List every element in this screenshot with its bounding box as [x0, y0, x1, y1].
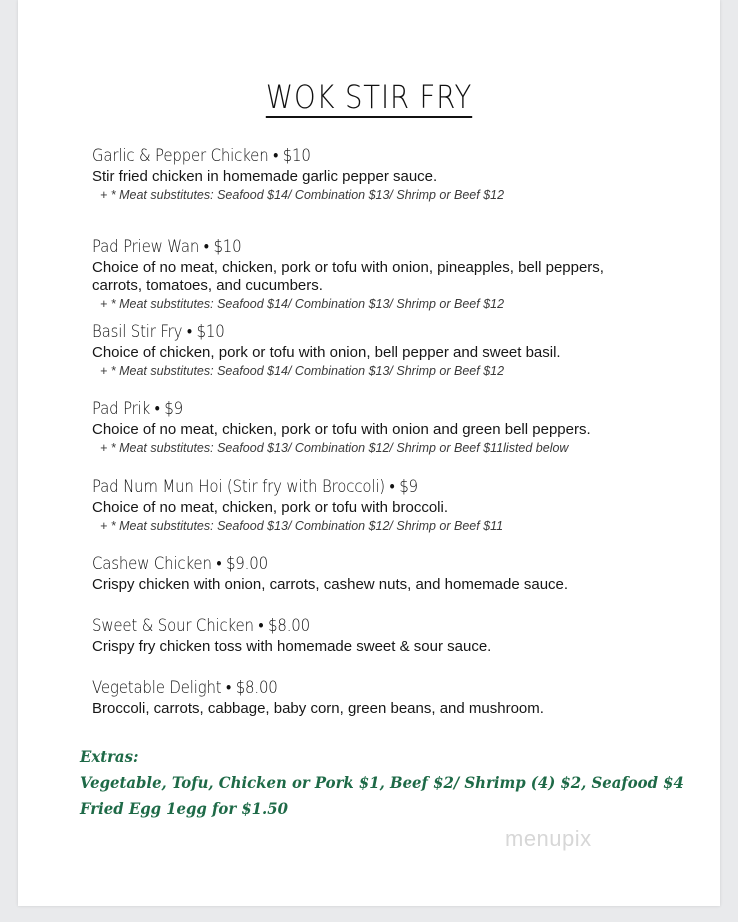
extras-heading: Extras:	[80, 747, 139, 766]
item-substitutes: + * Meat substitutes: Seafood $14/ Combination $13/ Shrimp or Beef $12	[100, 364, 505, 378]
item-name: Garlic & Pepper Chicken • $10	[92, 146, 311, 166]
extras-line: Fried Egg 1egg for $1.50	[80, 799, 288, 818]
item-substitutes: + * Meat substitutes: Seafood $14/ Combination $13/ Shrimp or Beef $12	[100, 297, 505, 311]
item-name: Pad Prik • $9	[92, 399, 183, 419]
item-description: Stir fried chicken in homemade garlic pepper sauce.	[92, 168, 438, 185]
menu-item	[92, 553, 652, 594]
item-description: Crispy fry chicken toss with homemade sweet & sour sauce.	[92, 638, 492, 655]
item-description: Choice of no meat, chicken, pork or tofu with onion, pineapples, bell peppers, carrots, tomatoes, and cucumbers.	[92, 259, 604, 294]
item-name: Basil Stir Fry • $10	[92, 322, 225, 342]
item-name: Pad Priew Wan • $10	[92, 237, 242, 257]
item-substitutes: + * Meat substitutes: Seafood $13/ Combination $12/ Shrimp or Beef $11	[100, 519, 504, 533]
item-description: Choice of no meat, chicken, pork or tofu with broccoli.	[92, 499, 449, 516]
item-substitutes: + * Meat substitutes: Seafood $14/ Combination $13/ Shrimp or Beef $12	[100, 188, 505, 202]
menu-item	[92, 145, 652, 203]
item-name: Pad Num Mun Hoi (Stir fry with Broccoli) • $9	[92, 477, 418, 497]
item-name: Sweet & Sour Chicken • $8.00	[92, 616, 310, 636]
item-name: Cashew Chicken • $9.00	[92, 554, 268, 574]
watermark: menupix	[505, 826, 592, 851]
menu-item	[92, 321, 652, 379]
menu-item	[92, 236, 652, 312]
page-title	[52, 78, 687, 116]
item-name: Vegetable Delight • $8.00	[92, 678, 278, 698]
extras-section	[80, 744, 729, 822]
extras-line: Vegetable, Tofu, Chicken or Pork $1, Beef $2/ Shrimp (4) $2, Seafood $4	[80, 773, 684, 792]
menu-item	[92, 677, 652, 718]
item-description: Choice of chicken, pork or tofu with onion, bell pepper and sweet basil.	[92, 344, 561, 361]
item-description: Crispy chicken with onion, carrots, cashew nuts, and homemade sauce.	[92, 576, 569, 593]
item-substitutes: + * Meat substitutes: Seafood $13/ Combination $12/ Shrimp or Beef $11listed below	[100, 441, 569, 455]
item-description: Choice of no meat, chicken, pork or tofu with onion and green bell peppers.	[92, 421, 591, 438]
menu-item	[92, 398, 652, 456]
menu-item	[92, 476, 652, 534]
title-text: WOK STIR FRY	[265, 78, 473, 116]
menu-item	[92, 615, 652, 656]
item-description: Broccoli, carrots, cabbage, baby corn, green beans, and mushroom.	[92, 700, 544, 717]
